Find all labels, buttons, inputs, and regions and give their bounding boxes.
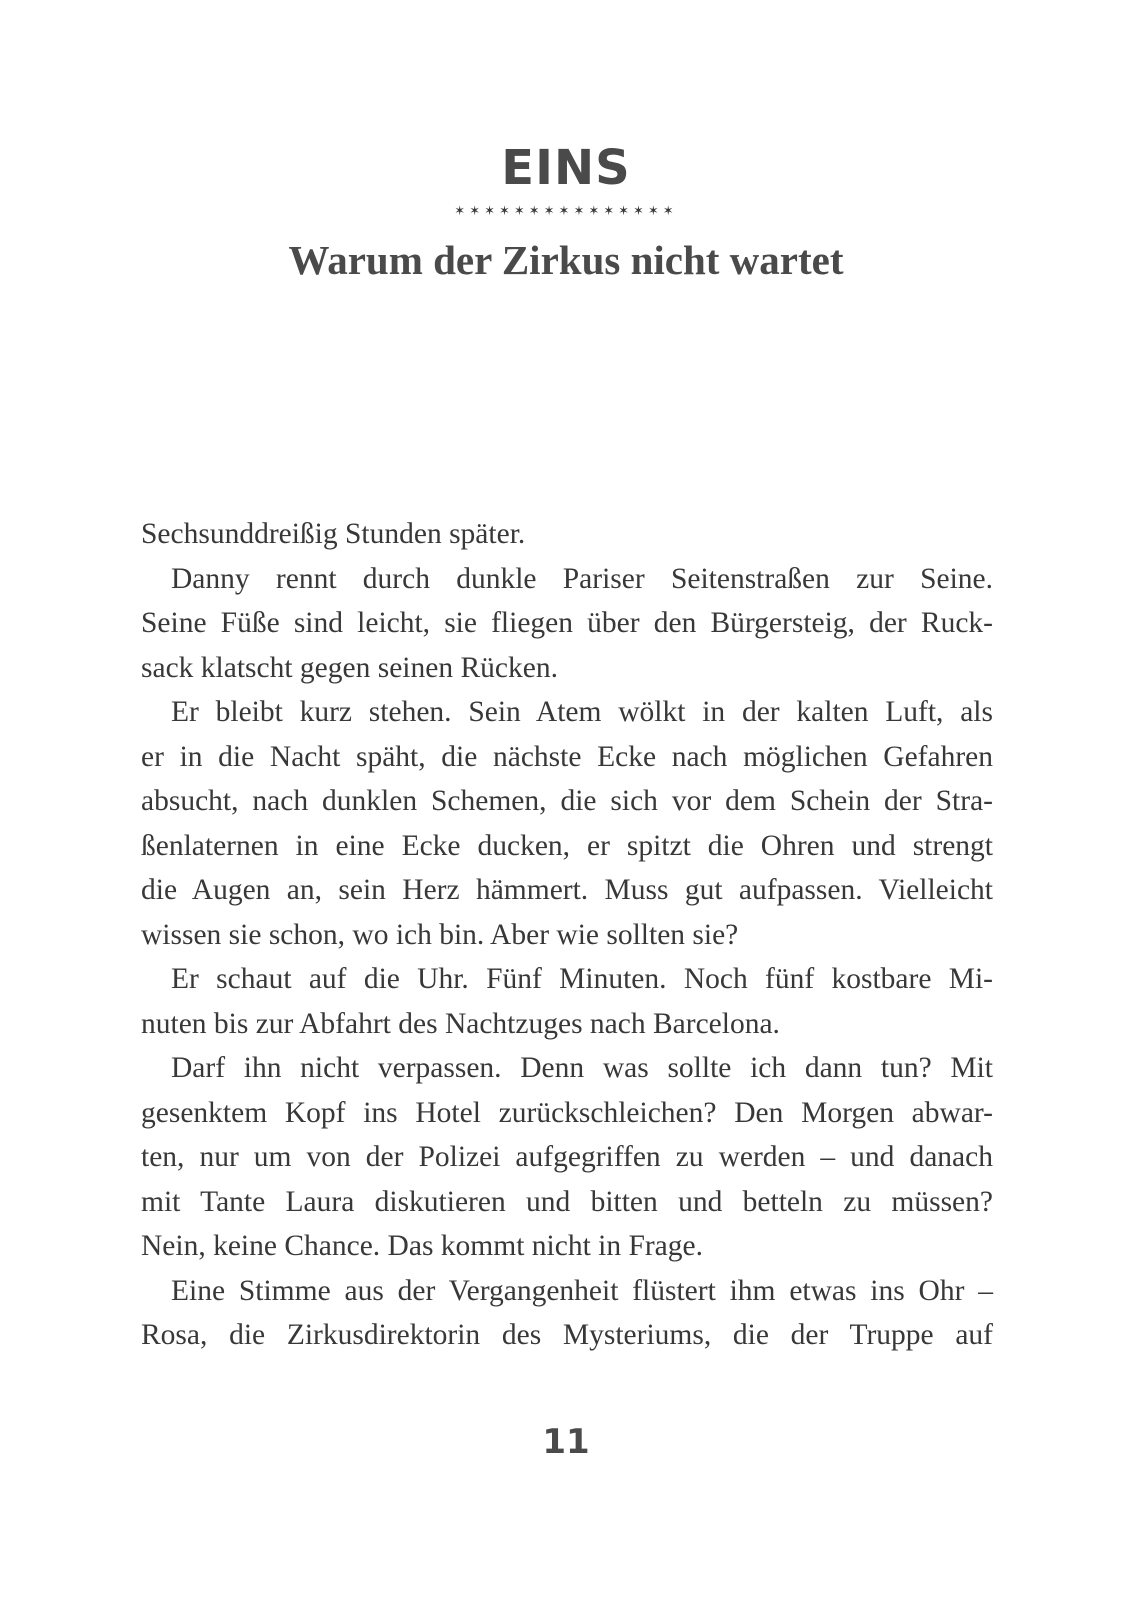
- page-number: 11: [542, 1422, 590, 1462]
- text-line: Sechsunddreißig Stunden später.: [141, 518, 526, 550]
- text-line: mit Tante Laura diskutieren und bitten und betteln zu müssen?: [141, 1185, 993, 1218]
- text-line: die Augen an, sein Herz hämmert. Muss gut aufpassen. Vielleicht: [141, 874, 993, 906]
- chapter-title: Warum der Zirkus nicht wartet: [288, 237, 844, 283]
- text-line: Er bleibt kurz stehen. Sein Atem wölkt in der kalten Luft, als: [171, 696, 993, 728]
- text-line: Eine Stimme aus der Vergangenheit flüstert ihm etwas ins Ohr –: [171, 1274, 993, 1307]
- ornament-divider: ✶✶✶✶✶✶✶✶✶✶✶✶✶✶✶: [454, 204, 678, 219]
- text-line: Seine Füße sind leicht, sie fliegen über den Bürgersteig, der Ruck-: [141, 607, 993, 639]
- body-text: [141, 512, 993, 1358]
- chapter-number: EINS: [501, 140, 631, 196]
- text-line: Darf ihn nicht verpassen. Denn was sollte ich dann tun? Mit: [171, 1052, 993, 1084]
- text-line: nuten bis zur Abfahrt des Nachtzuges nach Barcelona.: [141, 1007, 780, 1040]
- text-line: ßenlaternen in eine Ecke ducken, er spitzt die Ohren und strengt: [141, 829, 993, 862]
- text-line: sack klatscht gegen seinen Rücken.: [141, 651, 558, 684]
- text-line: Nein, keine Chance. Das kommt nicht in Frage.: [141, 1230, 703, 1262]
- text-line: Er schaut auf die Uhr. Fünf Minuten. Noch fünf kostbare Mi-: [171, 963, 993, 995]
- text-line: wissen sie schon, wo ich bin. Aber wie sollten sie?: [141, 918, 739, 951]
- text-line: Danny rennt durch dunkle Pariser Seitenstraßen zur Seine.: [171, 562, 993, 595]
- text-line: ten, nur um von der Polizei aufgegriffen zu werden – und danach: [141, 1141, 993, 1173]
- text-line: er in die Nacht späht, die nächste Ecke nach möglichen Gefahren: [141, 740, 993, 773]
- text-line: gesenktem Kopf ins Hotel zurückschleichen? Den Morgen abwar-: [141, 1096, 993, 1129]
- text-line: absucht, nach dunklen Schemen, die sich vor dem Schein der Stra-: [141, 785, 993, 817]
- text-line: Rosa, die Zirkusdirektorin des Mysteriums, die der Truppe auf: [141, 1319, 993, 1351]
